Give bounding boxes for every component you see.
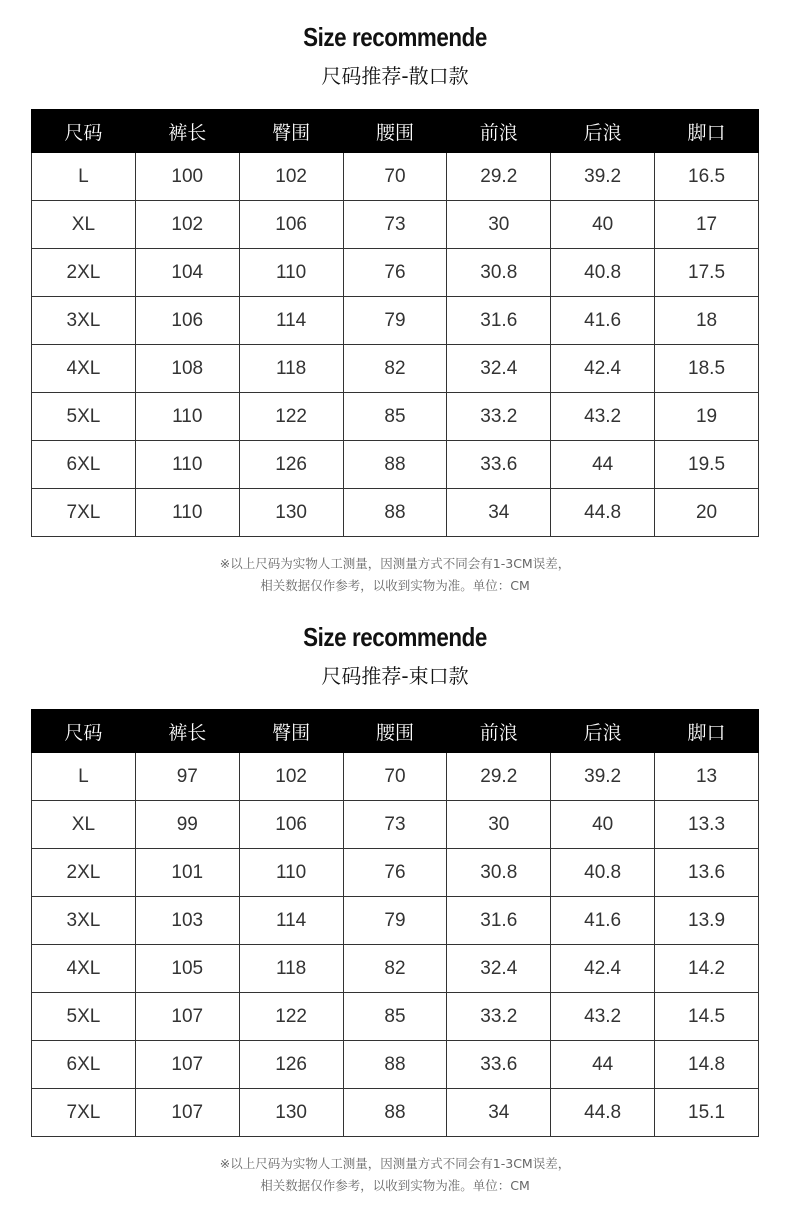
measurement-cell: 122 <box>239 393 343 441</box>
table-row <box>32 249 759 297</box>
measurement-cell: 34 <box>447 489 551 537</box>
section-title-en: Size recommende <box>303 22 487 52</box>
measurement-cell: 13 <box>655 753 759 801</box>
measurement-cell: 30.8 <box>447 849 551 897</box>
measurement-cell: 73 <box>343 201 447 249</box>
column-header: 腰围 <box>343 710 447 753</box>
measurement-cell: 100 <box>135 153 239 201</box>
measurement-cell: 82 <box>343 945 447 993</box>
column-header: 后浪 <box>551 110 655 153</box>
measurement-cell: 88 <box>343 441 447 489</box>
measurement-cell: 114 <box>239 297 343 345</box>
measurement-cell: 18.5 <box>655 345 759 393</box>
measurement-cell: 19 <box>655 393 759 441</box>
measurement-cell: 110 <box>239 249 343 297</box>
measurement-cell: 32.4 <box>447 345 551 393</box>
measurement-cell: 20 <box>655 489 759 537</box>
size-label-cell: XL <box>32 201 136 249</box>
size-label-cell: L <box>32 153 136 201</box>
measurement-cell: 32.4 <box>447 945 551 993</box>
table-row <box>32 993 759 1041</box>
measurement-cell: 110 <box>239 849 343 897</box>
table-row <box>32 801 759 849</box>
measurement-cell: 110 <box>135 441 239 489</box>
column-header: 裤长 <box>135 710 239 753</box>
table-row <box>32 441 759 489</box>
measurement-cell: 39.2 <box>551 153 655 201</box>
measurement-cell: 88 <box>343 1041 447 1089</box>
measurement-cell: 76 <box>343 249 447 297</box>
measurement-cell: 44 <box>551 1041 655 1089</box>
section-title-cn: 尺码推荐-散口款 <box>321 64 469 88</box>
measurement-cell: 106 <box>239 201 343 249</box>
column-header: 脚口 <box>655 110 759 153</box>
size-label-cell: 4XL <box>32 945 136 993</box>
size-label-cell: XL <box>32 801 136 849</box>
measurement-cell: 44.8 <box>551 1089 655 1137</box>
measurement-cell: 19.5 <box>655 441 759 489</box>
note-line-1: ※以上尺码为实物人工测量，因测量方式不同会有1-3CM误差， <box>219 1156 571 1171</box>
measurement-cell: 118 <box>239 345 343 393</box>
table-row <box>32 297 759 345</box>
table-row <box>32 897 759 945</box>
column-header: 尺码 <box>32 710 136 753</box>
table-row <box>32 201 759 249</box>
measurement-cell: 70 <box>343 153 447 201</box>
size-label-cell: 3XL <box>32 897 136 945</box>
measurement-cell: 107 <box>135 993 239 1041</box>
column-header: 后浪 <box>551 710 655 753</box>
measurement-cell: 44 <box>551 441 655 489</box>
note-line-1: ※以上尺码为实物人工测量，因测量方式不同会有1-3CM误差， <box>219 556 571 571</box>
measurement-cell: 110 <box>135 393 239 441</box>
measurement-cell: 13.6 <box>655 849 759 897</box>
table-row <box>32 489 759 537</box>
column-header: 臀围 <box>239 710 343 753</box>
measurement-cell: 88 <box>343 489 447 537</box>
measurement-cell: 30 <box>447 201 551 249</box>
measurement-cell: 41.6 <box>551 297 655 345</box>
note-line-2: 相关数据仅作参考，以收到实物为准。单位：CM <box>260 1178 530 1193</box>
table-row <box>32 849 759 897</box>
column-header: 腰围 <box>343 110 447 153</box>
size-table <box>31 109 759 537</box>
measurement-cell: 102 <box>135 201 239 249</box>
measurement-cell: 122 <box>239 993 343 1041</box>
measurement-cell: 79 <box>343 297 447 345</box>
measurement-cell: 107 <box>135 1041 239 1089</box>
measurement-cell: 114 <box>239 897 343 945</box>
measurement-cell: 105 <box>135 945 239 993</box>
measurement-cell: 39.2 <box>551 753 655 801</box>
measurement-cell: 41.6 <box>551 897 655 945</box>
measurement-cell: 102 <box>239 753 343 801</box>
measurement-cell: 40 <box>551 201 655 249</box>
measurement-cell: 33.2 <box>447 393 551 441</box>
measurement-cell: 103 <box>135 897 239 945</box>
measurement-cell: 14.2 <box>655 945 759 993</box>
column-header: 脚口 <box>655 710 759 753</box>
measurement-cell: 97 <box>135 753 239 801</box>
note-line-2: 相关数据仅作参考，以收到实物为准。单位：CM <box>260 578 530 593</box>
measurement-cell: 31.6 <box>447 897 551 945</box>
measurement-cell: 101 <box>135 849 239 897</box>
table-row <box>32 1041 759 1089</box>
table-header-row <box>32 710 759 753</box>
size-label-cell: 5XL <box>32 993 136 1041</box>
measurement-cell: 42.4 <box>551 945 655 993</box>
measurement-cell: 33.2 <box>447 993 551 1041</box>
measurement-cell: 30 <box>447 801 551 849</box>
table-row <box>32 753 759 801</box>
measurement-cell: 43.2 <box>551 993 655 1041</box>
measurement-cell: 102 <box>239 153 343 201</box>
measurement-cell: 107 <box>135 1089 239 1137</box>
measurement-cell: 73 <box>343 801 447 849</box>
measurement-cell: 126 <box>239 441 343 489</box>
size-label-cell: 4XL <box>32 345 136 393</box>
column-header: 裤长 <box>135 110 239 153</box>
measurement-cell: 34 <box>447 1089 551 1137</box>
measurement-cell: 106 <box>239 801 343 849</box>
measurement-cell: 40.8 <box>551 249 655 297</box>
measurement-cell: 33.6 <box>447 1041 551 1089</box>
measurement-cell: 42.4 <box>551 345 655 393</box>
measurement-note <box>0 553 790 597</box>
measurement-cell: 43.2 <box>551 393 655 441</box>
measurement-cell: 29.2 <box>447 153 551 201</box>
measurement-cell: 99 <box>135 801 239 849</box>
size-label-cell: 5XL <box>32 393 136 441</box>
section-title-cn: 尺码推荐-束口款 <box>321 664 469 688</box>
measurement-note <box>0 1153 790 1197</box>
measurement-cell: 76 <box>343 849 447 897</box>
measurement-cell: 13.3 <box>655 801 759 849</box>
measurement-cell: 85 <box>343 993 447 1041</box>
measurement-cell: 104 <box>135 249 239 297</box>
measurement-cell: 16.5 <box>655 153 759 201</box>
measurement-cell: 88 <box>343 1089 447 1137</box>
size-label-cell: 7XL <box>32 1089 136 1137</box>
table-row <box>32 945 759 993</box>
size-label-cell: 7XL <box>32 489 136 537</box>
size-label-cell: L <box>32 753 136 801</box>
measurement-cell: 130 <box>239 489 343 537</box>
section-title-en: Size recommende <box>303 622 487 652</box>
size-label-cell: 6XL <box>32 441 136 489</box>
column-header: 尺码 <box>32 110 136 153</box>
column-header: 臀围 <box>239 110 343 153</box>
measurement-cell: 15.1 <box>655 1089 759 1137</box>
measurement-cell: 108 <box>135 345 239 393</box>
size-table <box>31 709 759 1137</box>
measurement-cell: 118 <box>239 945 343 993</box>
column-header: 前浪 <box>447 110 551 153</box>
measurement-cell: 14.8 <box>655 1041 759 1089</box>
measurement-cell: 44.8 <box>551 489 655 537</box>
table-row <box>32 393 759 441</box>
size-label-cell: 2XL <box>32 849 136 897</box>
measurement-cell: 79 <box>343 897 447 945</box>
measurement-cell: 17.5 <box>655 249 759 297</box>
measurement-cell: 14.5 <box>655 993 759 1041</box>
measurement-cell: 126 <box>239 1041 343 1089</box>
measurement-cell: 13.9 <box>655 897 759 945</box>
measurement-cell: 130 <box>239 1089 343 1137</box>
size-label-cell: 2XL <box>32 249 136 297</box>
measurement-cell: 29.2 <box>447 753 551 801</box>
measurement-cell: 17 <box>655 201 759 249</box>
measurement-cell: 18 <box>655 297 759 345</box>
measurement-cell: 30.8 <box>447 249 551 297</box>
table-row <box>32 153 759 201</box>
measurement-cell: 40.8 <box>551 849 655 897</box>
measurement-cell: 106 <box>135 297 239 345</box>
column-header: 前浪 <box>447 710 551 753</box>
measurement-cell: 82 <box>343 345 447 393</box>
table-header-row <box>32 110 759 153</box>
table-row <box>32 1089 759 1137</box>
measurement-cell: 110 <box>135 489 239 537</box>
measurement-cell: 85 <box>343 393 447 441</box>
table-row <box>32 345 759 393</box>
size-label-cell: 6XL <box>32 1041 136 1089</box>
measurement-cell: 31.6 <box>447 297 551 345</box>
measurement-cell: 40 <box>551 801 655 849</box>
measurement-cell: 33.6 <box>447 441 551 489</box>
measurement-cell: 70 <box>343 753 447 801</box>
size-label-cell: 3XL <box>32 297 136 345</box>
